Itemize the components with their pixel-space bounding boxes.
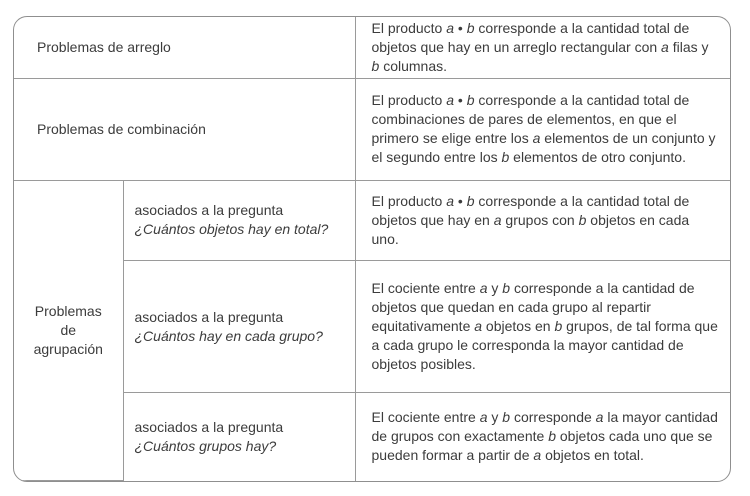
desc-agrupacion-cada-grupo: El cociente entre a y b corresponde a la cantidad de objetos que quedan en cada grupo al repartir equitativamente a objetos en b grupos, de tal forma que a cada grupo le corresponda la mayor cantidad de objetos posibles.: [355, 260, 731, 393]
desc-agrupacion-grupos: El cociente entre a y b corresponde a la mayor cantidad de grupos con exactamente b objetos cada uno que se pueden formar a partir de a objetos en total.: [355, 393, 731, 481]
row-combinacion: [14, 78, 731, 180]
category-combinacion: Problemas de combinación: [14, 78, 355, 180]
subcategory-total: asociados a la pregunta ¿Cuántos objetos hay en total?: [123, 180, 355, 260]
row-agrupacion-total: [14, 180, 731, 260]
category-arreglo: Problemas de arreglo: [14, 17, 355, 78]
row-arreglo: [14, 17, 731, 78]
subcategory-cada-grupo: asociados a la pregunta ¿Cuántos hay en cada grupo?: [123, 260, 355, 393]
concepts-table-frame: [13, 16, 731, 482]
desc-arreglo: El producto a • b corresponde a la cantidad total de objetos que hay en un arreglo rectangular con a filas y b columnas.: [355, 17, 731, 78]
desc-combinacion: El producto a • b corresponde a la cantidad total de combinaciones de pares de elementos, en que el primero se elige entre los a elementos de un conjunto y el segundo entre los b elementos de otro conjunto.: [355, 78, 731, 180]
category-agrupacion: Problemas de agrupación: [14, 180, 123, 480]
concepts-table: [14, 17, 731, 481]
desc-agrupacion-total: El producto a • b corresponde a la cantidad total de objetos que hay en a grupos con b objetos en cada uno.: [355, 180, 731, 260]
subcategory-grupos: asociados a la pregunta ¿Cuántos grupos hay?: [123, 393, 355, 481]
